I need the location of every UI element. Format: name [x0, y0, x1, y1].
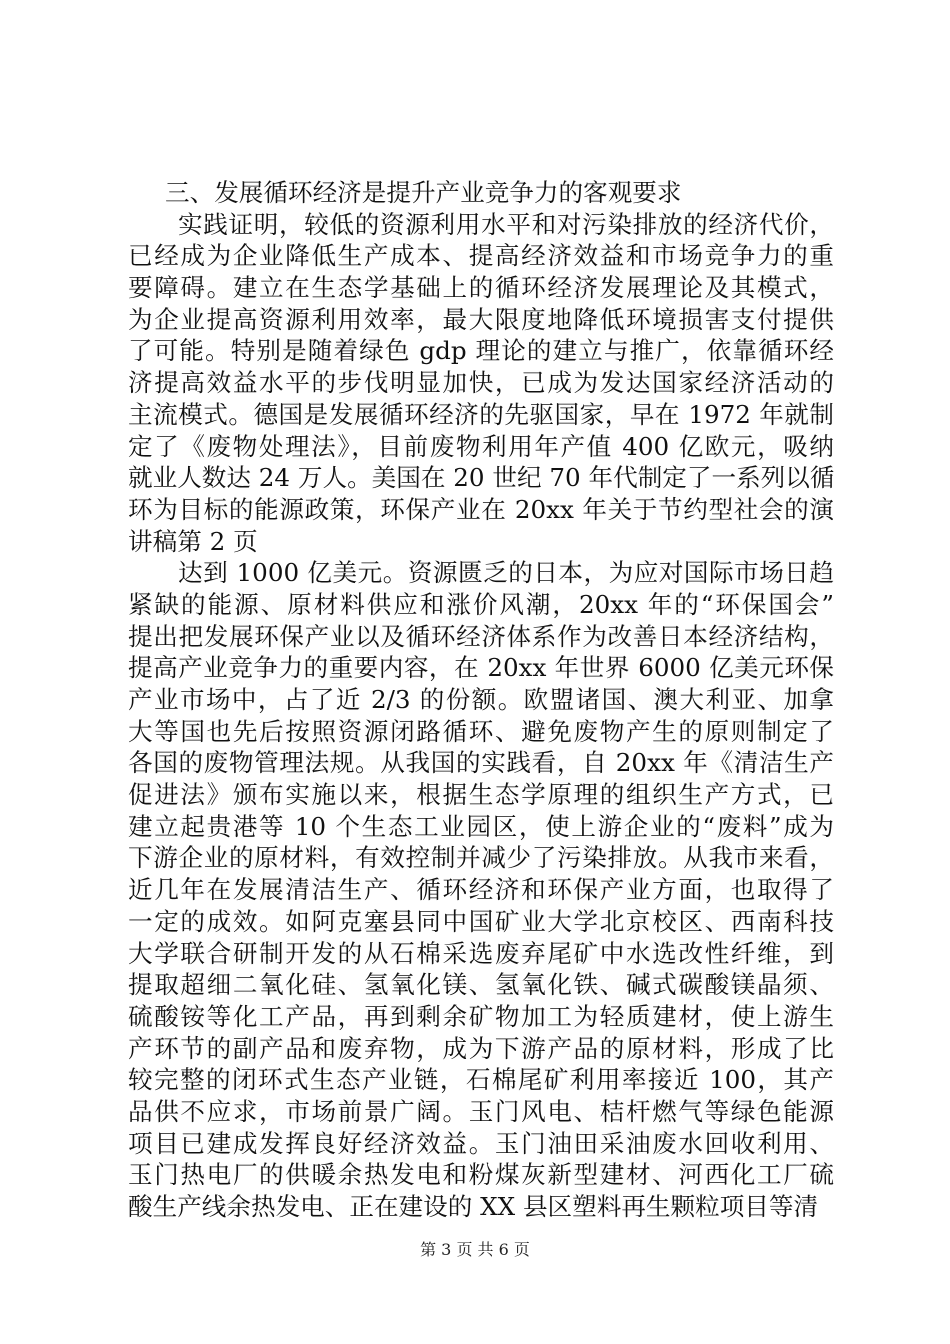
text-line: 紧缺的能源、原材料供应和涨价风潮，20xx 年的“环保国会”	[128, 589, 834, 619]
text-line: 了可能。特别是随着绿色 gdp 理论的建立与推广，依靠循环经	[128, 336, 834, 366]
text-line: 提取超细二氧化硅、氢氧化镁、氢氧化铁、碱式碳酸镁晶须、	[128, 970, 834, 1000]
text-line: 提出把发展环保产业以及循环经济体系作为改善日本经济结构，	[128, 621, 834, 651]
page-indicator: 第 3 页 共 6 页	[420, 1240, 530, 1259]
text-line: 实践证明，较低的资源利用水平和对污染排放的经济代价，	[178, 209, 834, 239]
text-line: 讲稿第 2 页	[128, 526, 258, 556]
page-footer	[0, 1240, 950, 1260]
text-line: 产业市场中，占了近 2/3 的份额。欧盟诸国、澳大利亚、加拿	[128, 685, 834, 714]
text-line: 近几年在发展清洁生产、循环经济和环保产业方面，也取得了	[128, 875, 834, 905]
text-line: 要障碍。建立在生态学基础上的循环经济发展理论及其模式，	[128, 273, 834, 303]
text-line: 促进法》颁布实施以来，根据生态学原理的组织生产方式，已	[128, 780, 834, 810]
text-line: 主流模式。德国是发展循环经济的先驱国家，早在 1972 年就制	[128, 399, 834, 429]
text-line: 为企业提高资源利用效率，最大限度地降低环境损害支付提供	[128, 304, 834, 334]
text-line: 较完整的闭环式生态产业链，石棉尾矿利用率接近 100，其产	[128, 1065, 834, 1095]
paragraph-2	[128, 557, 834, 1222]
paragraph-1	[128, 209, 834, 558]
text-line: 济提高效益水平的步伐明显加快，已成为发达国家经济活动的	[128, 368, 834, 398]
text-line: 大学联合研制开发的从石棉采选废弃尾矿中水选改性纤维，到	[128, 938, 834, 968]
text-line: 就业人数达 24 万人。美国在 20 世纪 70 年代制定了一系列以循	[128, 463, 834, 493]
text-line: 下游企业的原材料，有效控制并减少了污染排放。从我市来看，	[128, 843, 834, 873]
text-line: 一定的成效。如阿克塞县同中国矿业大学北京校区、西南科技	[128, 906, 834, 936]
text-line: 建立起贵港等 10 个生态工业园区，使上游企业的“废料”成为	[128, 811, 834, 841]
text-line: 达到 1000 亿美元。资源匮乏的日本，为应对国际市场日趋	[178, 558, 834, 588]
text-line: 环为目标的能源政策，环保产业在 20xx 年关于节约型社会的演	[128, 494, 834, 524]
text-line: 已经成为企业降低生产成本、提高经济效益和市场竞争力的重	[128, 241, 834, 271]
text-line: 品供不应求，市场前景广阔。玉门风电、桔杆燃气等绿色能源	[128, 1096, 834, 1126]
text-line: 定了《废物处理法》，目前废物利用年产值 400 亿欧元，吸纳	[128, 431, 834, 461]
text-line: 大等国也先后按照资源闭路循环、避免废物产生的原则制定了	[128, 716, 834, 746]
document-body	[128, 177, 834, 1223]
text-line: 项目已建成发挥良好经济效益。玉门油田采油废水回收利用、	[128, 1128, 834, 1158]
text-line: 玉门热电厂的供暖余热发电和粉煤灰新型建材、河西化工厂硫	[128, 1160, 834, 1190]
text-line: 各国的废物管理法规。从我国的实践看，自 20xx 年《清洁生产	[128, 748, 834, 778]
text-line: 提高产业竞争力的重要内容，在 20xx 年世界 6000 亿美元环保	[128, 653, 834, 683]
text-line: 硫酸铵等化工产品，再到剩余矿物加工为轻质建材，使上游生	[128, 1001, 834, 1031]
text-line: 酸生产线余热发电、正在建设的 XX 县区塑料再生颗粒项目等清	[128, 1192, 819, 1221]
text-line: 产环节的副产品和废弃物，成为下游产品的原材料，形成了比	[128, 1033, 834, 1063]
section-heading: 三、发展循环经济是提升产业竞争力的客观要求	[165, 178, 682, 207]
